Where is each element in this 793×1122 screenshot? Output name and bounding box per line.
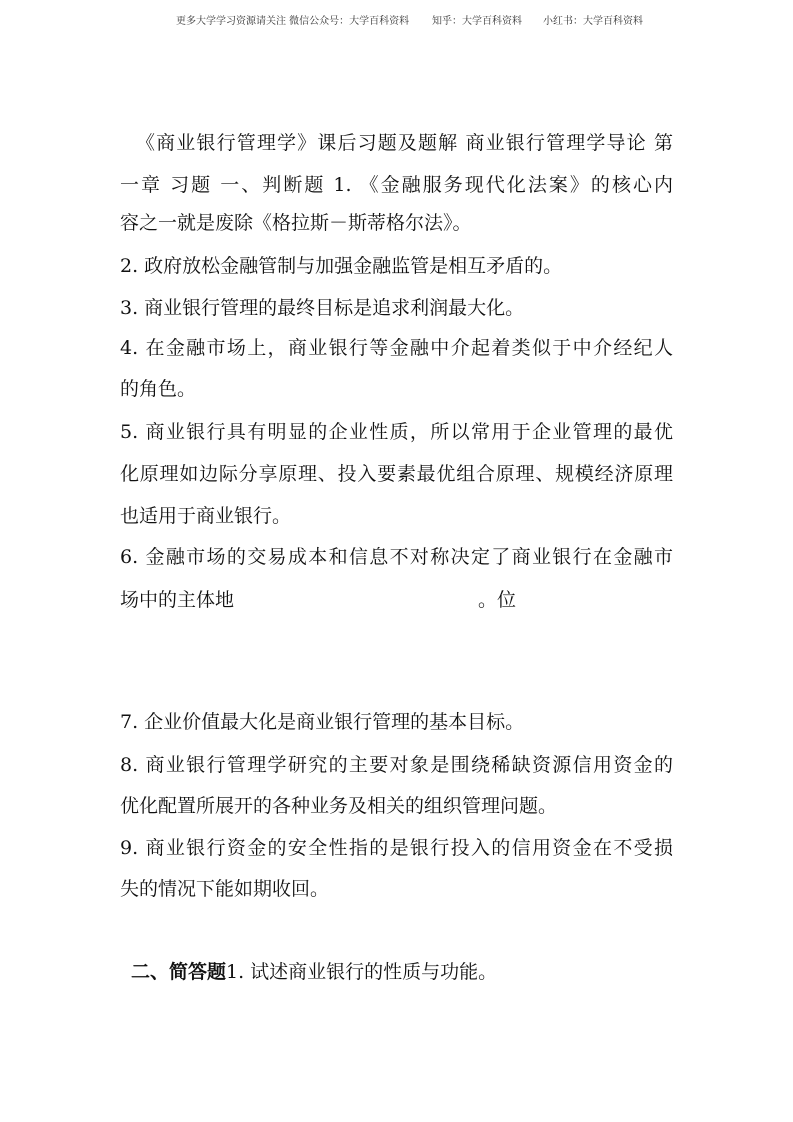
header-zhihu-text: 知乎：大学百科资料 <box>432 16 522 27</box>
text-line: 4. 在金融市场上，商业银行等金融中介起着类似于中介经纪人 <box>120 337 673 359</box>
text-line: 优化配置所展开的各种业务及相关的组织管理问题。 <box>120 795 558 817</box>
section-2-question: 1. 试述商业银行的性质与功能。 <box>226 961 498 983</box>
text-line: 失的情况下能如期收回。 <box>120 878 330 900</box>
section-2-line <box>131 960 684 984</box>
text-line: 的角色。 <box>120 378 197 400</box>
title-line: 《商业银行管理学》课后习题及题解 商业银行管理学导论 第 <box>136 132 673 154</box>
text-line: 9. 商业银行资金的安全性指的是银行投入的信用资金在不受损 <box>120 837 673 859</box>
text-line: 一章 习题 一、判断题 1. 《金融服务现代化法案》的核心内 <box>120 174 673 196</box>
header-xiaohongshu-text: 小红书：大学百科资料 <box>543 16 643 27</box>
text-line: 也适用于商业银行。 <box>120 505 292 527</box>
text-line: 3. 商业银行管理的最终目标是追求利润最大化。 <box>120 297 525 319</box>
text-line: 2. 政府放松金融管制与加强金融监管是相互矛盾的。 <box>120 255 563 277</box>
text-line: 场中的主体地 <box>120 589 235 611</box>
text-line: 6. 金融市场的交易成本和信息不对称决定了商业银行在金融市 <box>120 546 673 568</box>
text-line: 化原理如边际分享原理、投入要素最优组合原理、规模经济原理 <box>120 463 673 485</box>
text-line: 容之一就是废除《格拉斯－斯蒂格尔法》。 <box>120 212 472 234</box>
text-line: 8. 商业银行管理学研究的主要对象是围绕稀缺资源信用资金的 <box>120 754 673 776</box>
text-line: 。位 <box>478 589 517 611</box>
text-line: 7. 企业价值最大化是商业银行管理的基本目标。 <box>120 711 525 733</box>
header-follow-text: 更多大学学习资源请关注 微信公众号：大学百科资料 <box>176 16 410 27</box>
text-line: 5. 商业银行具有明显的企业性质，所以常用于企业管理的最优 <box>120 421 673 443</box>
section-2-heading: 二、简答题 <box>131 961 227 983</box>
